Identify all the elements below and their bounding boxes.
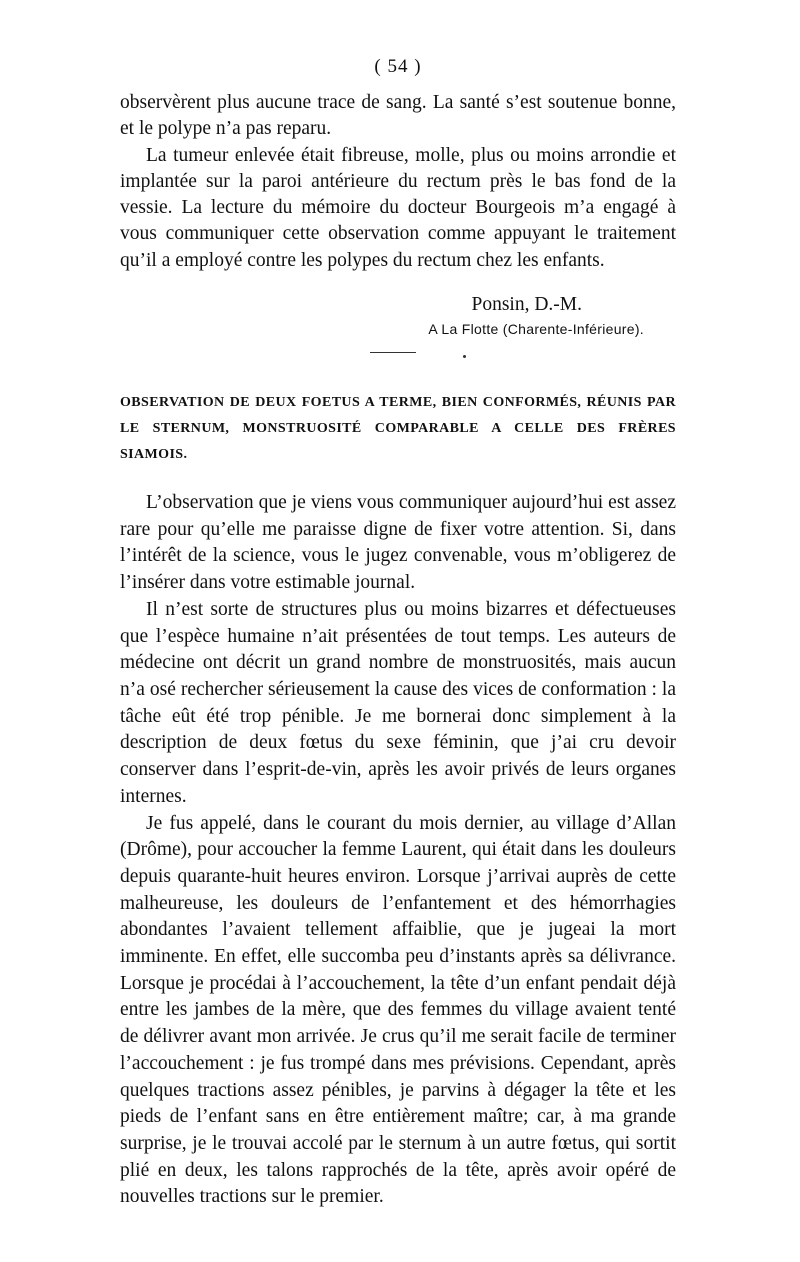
page-content (120, 56, 676, 1211)
intro-paragraph: La tumeur enlevée était fibreuse, molle, plus ou moins arrondie et implantée sur la paroi antérieure du rectum près le bas fond de la vessie. La lecture du mémoire du docteur Bourgeois m’a engagé à vous communiquer cette observation comme appuyant le traitement qu’il a employé contre les polypes du rectum chez les enfants. (120, 144, 676, 271)
signature-name: Ponsin, D.-M. (471, 294, 582, 316)
separator-rule (370, 352, 416, 353)
article-paragraph-2: Il n’est sorte de structures plus ou moins bizarres et défectueuses que l’espèce humaine n’ait présentées de tout temps. Les auteurs de médecine ont décrit un grand nombre de monstruosités, mais aucun n’a osé rechercher sérieusement la cause des vices de conformation : la tâche eût été trop pénible. Je me bornerai donc simplement à la description de deux fœtus du sexe féminin, que j’ai cru devoir conserver dans l’esprit-de-vin, après les avoir privés de leurs organes internes. (120, 598, 676, 807)
article-paragraph-1: L’observation que je viens vous communiquer aujourd’hui est assez rare pour qu’elle me paraisse digne de fixer votre attention. Si, dans l’intérêt de la science, vous le jugez convenable, vous m’obligerez de l’insérer dans votre estimable journal. (120, 492, 676, 594)
article-paragraph-3: Je fus appelé, dans le courant du mois dernier, au village d’Allan (Drôme), pour accoucher la femme Laurent, qui était dans les douleurs depuis quarante-huit heures environ. Lorsque j’arrivai auprès de cette malheureuse, les douleurs de l’enfantement et des hémorrhagies abondantes l’avaient tellement affaiblie, que je jugeai la mort imminente. En effet, elle succomba peu d’instants après sa délivrance. Lorsque je procédai à l’accouchement, la tête d’un enfant pendait déjà entre les jambes de la mère, que des femmes du village avaient tenté de délivrer avant mon arrivée. Je crus qu’il me serait facile de terminer l’accouchement : je fus trompé dans mes prévisions. Cependant, après quelques tractions assez pénibles, je parvins à dégager la tête et les pieds de l’enfant sans en être entièrement maître; car, à ma grande surprise, je le trouvai accolé par le sternum à un autre fœtus, qui sortit plié en deux, les talons rapprochés de la tête, après avoir opéré de nouvelles tractions sur le premier. (120, 812, 676, 1208)
section-separator (120, 340, 676, 370)
author-signature (120, 292, 676, 340)
separator-dot (463, 355, 466, 358)
article-body (120, 490, 676, 1211)
page-number: ( 54 ) (374, 56, 422, 77)
article-heading: OBSERVATION DE DEUX FOETUS A TERME, BIEN CONFORMÉS, RÉUNIS PAR LE STERNUM, MONSTRUOSITÉ COMPARABLE A CELLE DES FRÈRES SIAMOIS. (120, 395, 676, 463)
intro-paragraph-continued: observèrent plus aucune trace de sang. La santé s’est soutenue bonne, et le polype n’a pas reparu. (120, 92, 676, 140)
signature-place: A La Flotte (Charente-Inférieure). (428, 321, 644, 338)
